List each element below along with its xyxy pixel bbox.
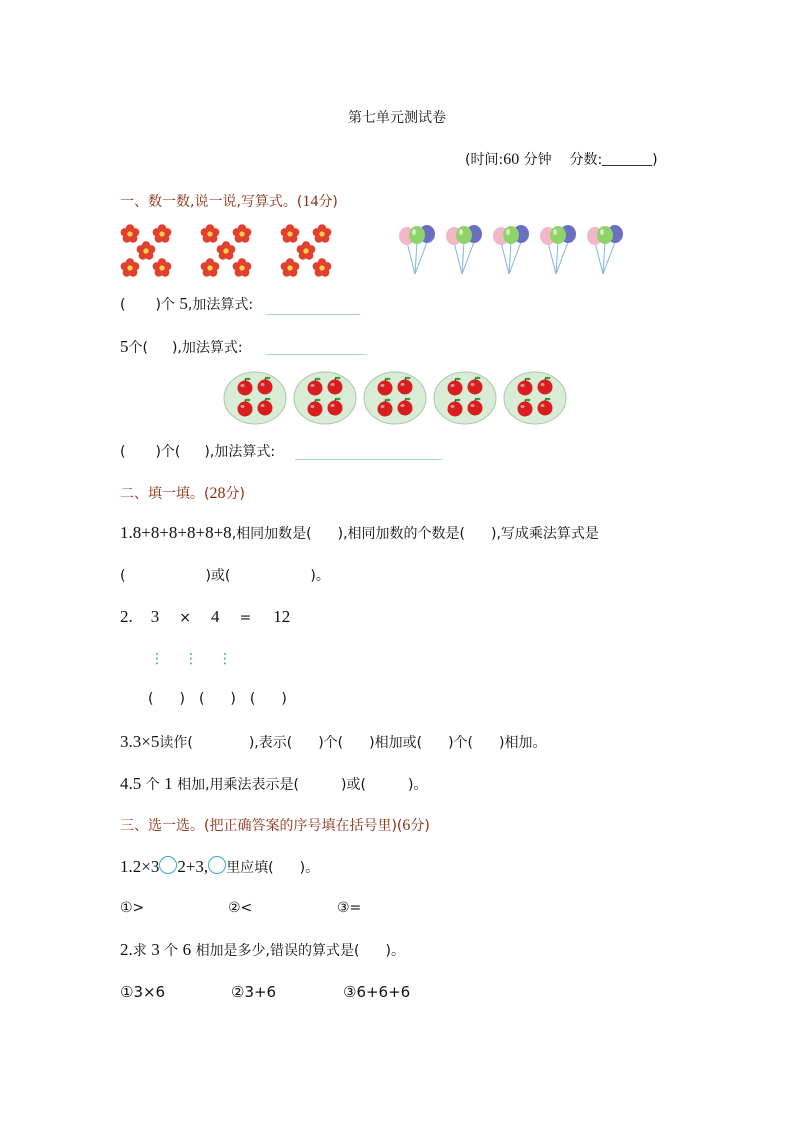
test-meta [465, 149, 658, 169]
q2-4-line [120, 774, 427, 794]
times-sign: × [179, 610, 191, 626]
apples-illustration [222, 369, 572, 427]
q2-4-or: )或( [341, 777, 366, 793]
flower-group-3 [281, 224, 332, 276]
page-title: 第七单元测试卷 [348, 110, 446, 126]
q3-1-text: 里应填( [226, 860, 274, 876]
equals-sign: = [239, 610, 252, 626]
score-label: 分数: [569, 152, 603, 168]
q2-1-or: )或( [205, 568, 231, 584]
q2-1-text-c: ),写成乘法算式是 [490, 526, 599, 542]
q2-1-expression: 1.8+8+8+8+8+8 [120, 523, 232, 542]
apple-plate-1 [224, 372, 286, 424]
q3-2-end: )。 [385, 943, 405, 959]
section-1-title: 一、数一数,说一说,写算式。( [120, 194, 303, 210]
section-2-heading [120, 483, 245, 503]
section-2-score-unit: 分) [225, 486, 245, 502]
balloon-bunch-3 [493, 225, 529, 274]
q2-2-product: 12 [273, 607, 291, 626]
score-blank[interactable] [602, 151, 652, 166]
q3-1-expression-b: 2+3, [177, 857, 209, 876]
q2-2-factor-a: 3 [150, 607, 160, 626]
line-1-label: ,加法算式: [187, 297, 254, 313]
section-1-line-3 [120, 441, 275, 461]
q2-4-one: 1 [164, 774, 173, 793]
section-3-score-unit: 分) [410, 818, 430, 834]
section-3-title: 三、选一选。(把正确答案的序号填在括号里)( [120, 818, 403, 834]
q3-1-option-2[interactable]: ②< [228, 900, 253, 916]
balloon-bunch-5 [587, 225, 623, 274]
q3-1-expression: 1.2×3 [120, 857, 160, 876]
answer-line-2[interactable] [266, 354, 366, 355]
q3-1-option-3[interactable]: ③= [337, 900, 362, 916]
comparison-circle-icon[interactable] [159, 856, 177, 874]
q2-1-line-2 [120, 565, 330, 585]
section-2-score: 28 [209, 485, 226, 502]
q3-2-option-1[interactable]: ①3×6 [120, 983, 166, 1001]
paren-close: ) [179, 691, 185, 707]
flowers-illustration [118, 220, 348, 282]
paren-close: ) [230, 691, 236, 707]
answer-line-1[interactable] [266, 314, 360, 315]
section-1-score: 14 [302, 193, 319, 210]
q3-2-text-b: 个 [164, 943, 179, 959]
section-1-line-1 [120, 294, 253, 314]
apple-plate-3 [364, 372, 426, 424]
q2-4-number: 4.5 [120, 774, 142, 793]
q2-3-expression: 3.3×5 [120, 732, 160, 751]
section-3-score: 6 [402, 817, 411, 834]
q2-3-text-a: 读作( [159, 735, 193, 751]
q3-1-option-1[interactable]: ①> [120, 900, 145, 916]
q2-3-text-d: )相加或( [369, 735, 423, 751]
paren-open: ( [120, 444, 126, 460]
section-1-score-unit: 分) [318, 194, 338, 210]
meta-close: ) [652, 152, 658, 168]
q3-2-line [120, 940, 405, 960]
paren-open: ( [120, 568, 126, 584]
q2-3-text-f: )相加。 [499, 735, 547, 751]
q2-3-text-b: ),表示( [248, 735, 293, 751]
section-3-heading [120, 815, 430, 835]
answer-line-3[interactable] [295, 459, 442, 460]
q2-1-end: )。 [310, 568, 330, 584]
flower-group-2 [201, 224, 252, 276]
q3-2-number: 2. [120, 940, 133, 959]
q2-3-text-c: )个( [318, 735, 344, 751]
flower-group-1 [121, 224, 172, 276]
q2-2-dots [150, 651, 232, 667]
q3-1-line [120, 856, 319, 877]
q2-1-text-a: ,相同加数是( [231, 526, 312, 542]
balloon-bunch-4 [540, 225, 576, 274]
comparison-circle-icon [208, 856, 226, 874]
paren-open: ( [198, 691, 205, 707]
balloon-bunch-1 [399, 225, 435, 274]
section-1-line-2 [120, 337, 243, 357]
q2-4-text-a: 个 [145, 777, 160, 793]
time-value: 60 [503, 151, 520, 168]
line-2-text: 个( [128, 340, 148, 356]
apple-plate-5 [504, 372, 566, 424]
dots-3: ⋮ [218, 651, 232, 667]
dots-2: ⋮ [184, 651, 198, 667]
q2-2-number: 2. [120, 607, 133, 626]
q3-2-option-3[interactable]: ③6+6+6 [343, 983, 411, 1001]
q3-2-three: 3 [151, 940, 160, 959]
paren-open: ( [249, 691, 256, 707]
q3-2-option-2[interactable]: ②3+6 [231, 983, 277, 1001]
q2-4-text-b: 相加,用乘法表示是( [177, 777, 300, 793]
line-3-label: ),加法算式: [204, 444, 276, 460]
q2-1-line-1 [120, 523, 599, 543]
q3-2-text-a: 求 [132, 943, 147, 959]
q2-2-blanks [148, 691, 287, 707]
paren-open: ( [120, 297, 126, 313]
paren-open: ( [148, 691, 154, 707]
q3-2-six: 6 [182, 940, 192, 959]
paren-close: ) [281, 691, 287, 707]
line-2-label: ),加法算式: [171, 340, 243, 356]
line-2-number: 5 [120, 337, 129, 356]
q2-2-line [120, 607, 290, 627]
q3-1-end: )。 [299, 860, 320, 876]
line-1-number: 5 [179, 294, 188, 313]
q2-1-text-b: ),相同加数的个数是( [337, 526, 465, 542]
time-unit: 分钟 [523, 152, 552, 168]
balloons-illustration [395, 222, 635, 278]
q2-3-text-e: )个( [448, 735, 473, 751]
apple-plate-2 [294, 372, 356, 424]
section-1-heading [120, 191, 338, 211]
q2-3-line [120, 732, 546, 752]
line-3-text: )个( [155, 444, 181, 460]
apple-plate-4 [434, 372, 496, 424]
line-1-text: )个 [155, 297, 175, 313]
time-prefix: (时间: [465, 152, 504, 168]
q3-2-text-c: 相加是多少,错误的算式是( [195, 943, 360, 959]
q2-2-factor-b: 4 [210, 607, 220, 626]
q2-4-end: )。 [407, 777, 428, 793]
section-2-title: 二、填一填。( [120, 486, 210, 502]
balloon-bunch-2 [446, 225, 482, 274]
dots-1: ⋮ [150, 651, 164, 667]
